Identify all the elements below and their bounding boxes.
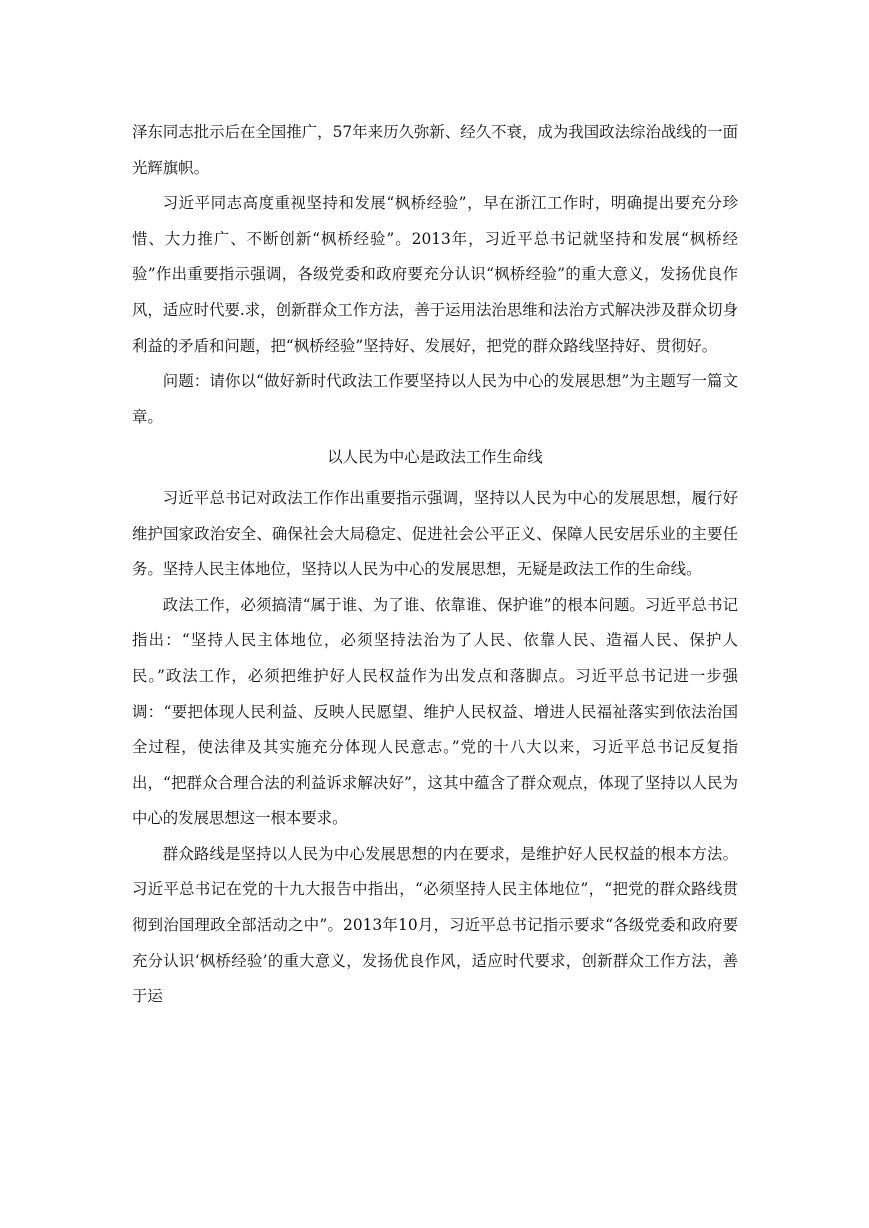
paragraph-essay-intro: 习近平总书记对政法工作作出重要指示强调，坚持以人民为中心的发展思想，履行好维护国家政治安全、确保社会大局稳定、促进社会公平正义、保障人民安居乐业的主要任务。坚持人民主体地位，坚持以人民为中心的发展思想，无疑是政法工作的生命线。 — [132, 488, 738, 579]
document-body — [132, 115, 738, 1015]
paragraph-fengqiao-experience: 习近平同志高度重视坚持和发展“枫桥经验”，早在浙江工作时，明确提出要充分珍惜、大力推广、不断创新“枫桥经验”。2013年，习近平总书记就坚持和发展“枫桥经验”作出重要指示强调，各级党委和政府要充分认识“枫桥经验”的重大意义，发扬优良作风，适应时代要.求，创新群众工作方法，善于运用法治思维和法治方式解决涉及群众切身利益的矛盾和问题，把“枫桥经验”坚持好、发展好，把党的群众路线坚持好、贯彻好。 — [132, 194, 738, 355]
paragraph-question: 问题：请你以“做好新时代政法工作要坚持以人民为中心的发展思想”为主题写一篇文章。 — [132, 372, 738, 426]
paragraph-essay-body-1: 政法工作，必须搞清“属于谁、为了谁、依靠谁、保护谁”的根本问题。习近平总书记指出：“坚持人民主体地位，必须坚持法治为了人民、依靠人民、造福人民、保护人民。”政法工作，必须把维护好人民权益作为出发点和落脚点。习近平总书记进一步强调：“要把体现人民利益、反映人民愿望、维护人民权益、增进人民福祉落实到依法治国全过程，使法律及其实施充分体现人民意志。”党的十八大以来，习近平总书记反复指出，“把群众合理合法的利益诉求解决好”，这其中蕴含了群众观点，体现了坚持以人民为中心的发展思想这一根本要求。 — [132, 595, 738, 828]
paragraph-essay-body-2: 群众路线是坚持以人民为中心发展思想的内在要求，是维护好人民权益的根本方法。习近平总书记在党的十九大报告中指出，“必须坚持人民主体地位”，“把党的群众路线贯彻到治国理政全部活动之中”。2013年10月，习近平总书记指示要求“各级党委和政府要充分认识‘枫桥经验’的重大意义，发扬优良作风，适应时代要求，创新群众工作方法，善于运 — [132, 844, 738, 1006]
essay-title: 以人民为中心是政法工作生命线 — [327, 448, 543, 467]
paragraph-continuation: 泽东同志批示后在全国推广，57年来历久弥新、经久不衰，成为我国政法综治战线的一面光辉旗帜。 — [132, 123, 738, 177]
